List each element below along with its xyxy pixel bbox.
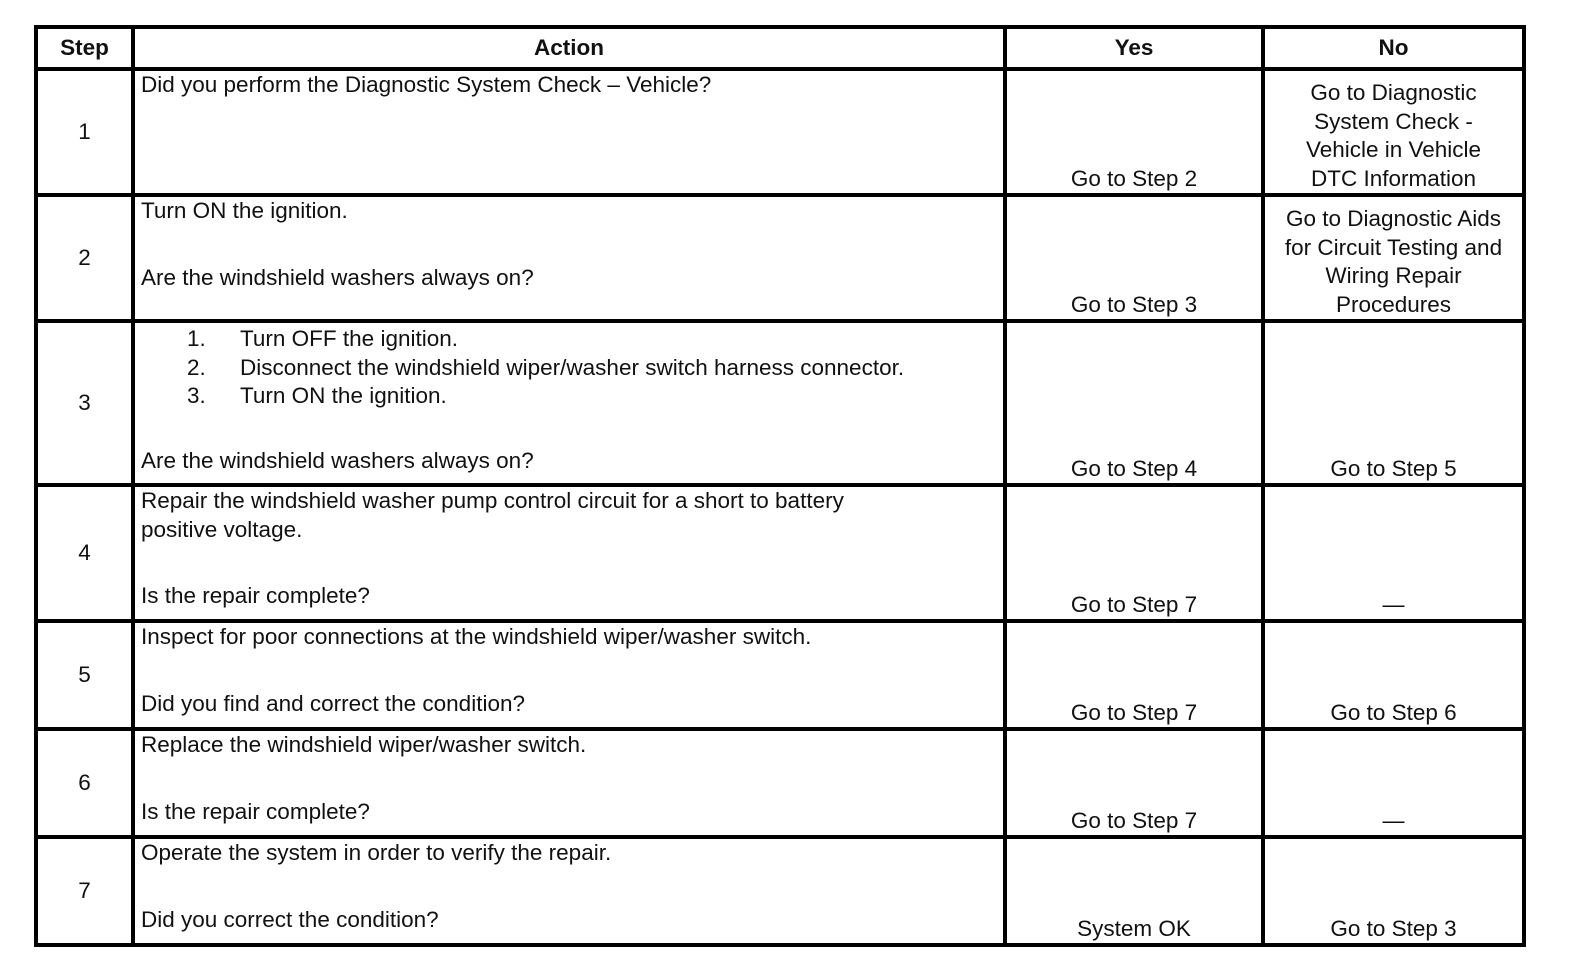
yes-result: Go to Step 7 — [1005, 729, 1263, 837]
no-line: Procedures — [1335, 291, 1452, 317]
yes-result: System OK — [1005, 837, 1263, 945]
action-cell — [133, 621, 1005, 729]
list-number: 3. — [187, 383, 206, 408]
no-result: Go to Step 5 — [1263, 321, 1524, 485]
table-row — [36, 195, 1524, 321]
action-steps-list — [141, 325, 997, 411]
header-action: Action — [133, 27, 1005, 69]
list-text: Turn OFF the ignition. — [240, 326, 459, 351]
action-question: Did you find and correct the condition? — [141, 690, 525, 716]
table-row — [36, 485, 1524, 621]
list-item — [141, 382, 997, 411]
action-question: Is the repair complete? — [141, 583, 370, 608]
action-text-line: Repair the windshield washer pump control circuit for a short to battery — [141, 488, 844, 513]
table-row — [36, 621, 1524, 729]
action-text: Operate the system in order to verify the repair. — [141, 840, 612, 865]
no-line: System Check - — [1314, 108, 1473, 134]
no-result — [1263, 195, 1524, 321]
action-cell — [133, 321, 1005, 485]
step-number: 4 — [36, 485, 133, 621]
table-row — [36, 321, 1524, 485]
yes-result: Go to Step 2 — [1005, 69, 1263, 195]
step-number: 6 — [36, 729, 133, 837]
header-no: No — [1263, 27, 1524, 69]
table-row — [36, 729, 1524, 837]
action-question: Did you correct the condition? — [141, 906, 439, 932]
no-line: Wiring Repair — [1325, 263, 1462, 288]
no-result: Go to Step 6 — [1263, 621, 1524, 729]
action-text: Did you perform the Diagnostic System Check – Vehicle? — [141, 72, 712, 97]
list-text: Turn ON the ignition. — [240, 383, 447, 408]
step-number: 3 — [36, 321, 133, 485]
no-result — [1263, 69, 1524, 195]
no-line: DTC Information — [1310, 165, 1477, 191]
action-cell — [133, 729, 1005, 837]
action-question: Is the repair complete? — [141, 798, 370, 824]
action-cell — [133, 485, 1005, 621]
action-cell — [133, 69, 1005, 195]
list-number: 1. — [187, 326, 206, 351]
header-step: Step — [36, 27, 133, 69]
no-result — [1263, 485, 1524, 621]
action-text: Replace the windshield wiper/washer switch. — [141, 732, 587, 757]
action-cell — [133, 195, 1005, 321]
list-item — [141, 354, 997, 383]
table-row — [36, 69, 1524, 195]
action-text: Inspect for poor connections at the windshield wiper/washer switch. — [141, 624, 812, 649]
step-number: 7 — [36, 837, 133, 945]
no-result: Go to Step 3 — [1263, 837, 1524, 945]
yes-result: Go to Step 3 — [1005, 195, 1263, 321]
step-number: 1 — [36, 69, 133, 195]
no-line: Go to Diagnostic — [1310, 80, 1477, 105]
diagnostic-table — [34, 25, 1526, 947]
step-number: 5 — [36, 621, 133, 729]
list-text: Disconnect the windshield wiper/washer switch harness connector. — [240, 354, 905, 380]
yes-result: Go to Step 7 — [1005, 485, 1263, 621]
yes-result: Go to Step 4 — [1005, 321, 1263, 485]
action-question: Are the windshield washers always on? — [141, 447, 534, 473]
no-line: Vehicle in Vehicle — [1305, 137, 1482, 162]
dash-mark: — — [1382, 591, 1405, 617]
action-text-line: positive voltage. — [141, 516, 303, 542]
header-yes: Yes — [1005, 27, 1263, 69]
action-cell — [133, 837, 1005, 945]
table-row — [36, 837, 1524, 945]
action-question: Are the windshield washers always on? — [141, 264, 534, 290]
no-line: Go to Diagnostic Aids — [1285, 206, 1502, 231]
list-number: 2. — [187, 354, 206, 380]
dash-mark: — — [1382, 807, 1405, 833]
step-number: 2 — [36, 195, 133, 321]
yes-result: Go to Step 7 — [1005, 621, 1263, 729]
action-text: Turn ON the ignition. — [141, 198, 348, 223]
no-line: for Circuit Testing and — [1284, 234, 1503, 260]
list-item — [141, 325, 997, 354]
no-result — [1263, 729, 1524, 837]
header-row — [36, 27, 1524, 69]
